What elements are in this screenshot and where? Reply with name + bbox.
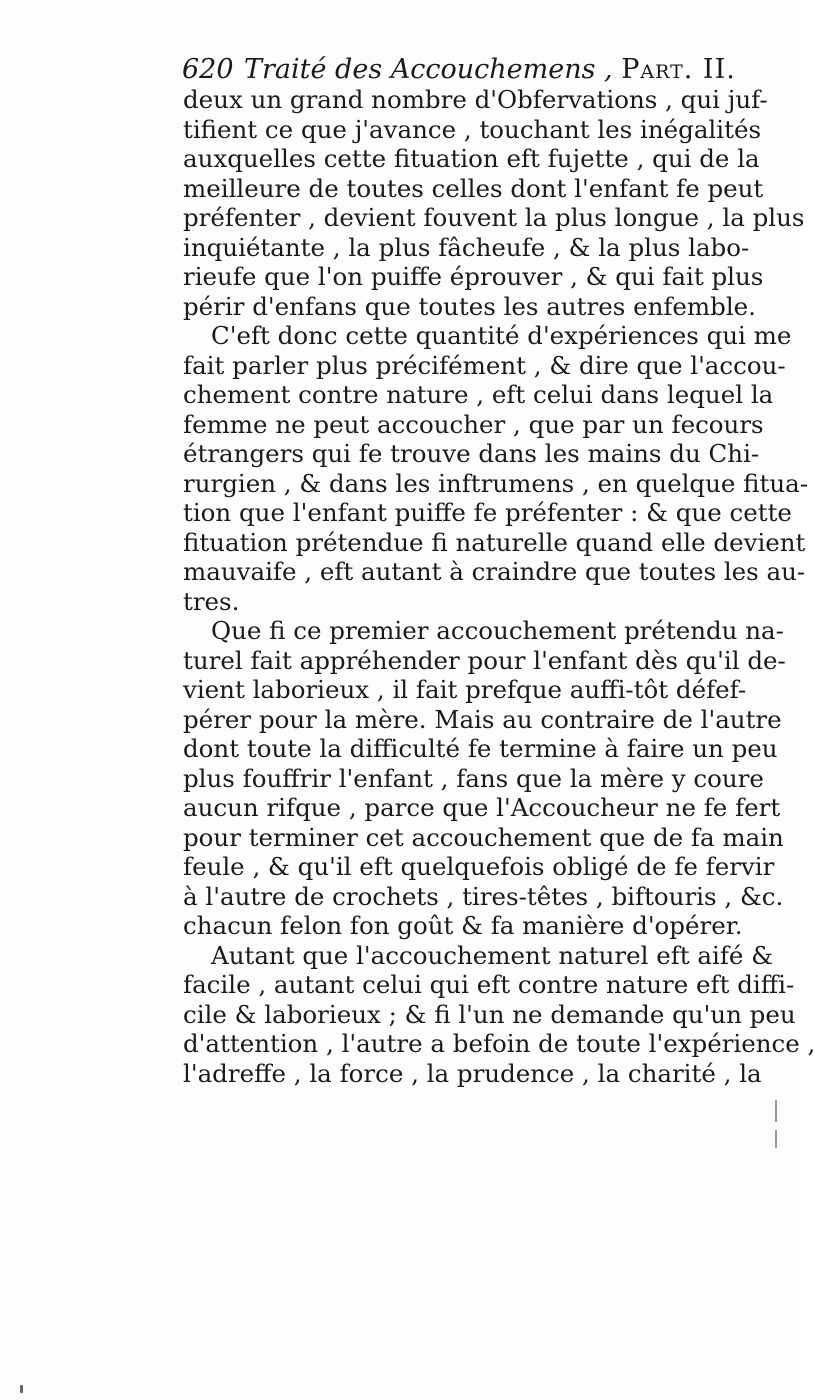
text-line: rieufe que l'on puiffe éprouver , & qui fait plus [183,262,764,291]
text-line: Autant que l'accouchement naturel eft aifé & [211,940,774,970]
text-line: deux un grand nombre d'Obfervations , qui juf- [183,85,768,114]
text-line: feule , & qu'il eft quelquefois obligé de fe fervir [183,852,775,881]
part-label: Part. II. [621,54,736,85]
text-line: vient laborieux , il fait prefque auffi-tôt défef- [183,675,747,704]
text-line: pour terminer cet accouchement que de fa main [183,822,784,852]
text-line: d'attention , l'autre a befoin de toute l'expérience , [183,1029,815,1058]
text-line: facile , autant celui qui eft contre nature eft diffi- [183,970,795,999]
text-line: mauvaife , eft autant à craindre que toutes les au- [183,557,806,586]
text-line: fait parler plus précifément , & dire que l'accou- [183,350,786,380]
text-line: chacun felon fon goût & fa manière d'opérer. [183,911,743,940]
text-line: dont toute la difficulté fe termine à faire un peu [183,734,778,763]
text-line: femme ne peut accoucher , que par un fecours [183,409,764,439]
text-line: l'adreffe , la force , la prudence , la charité , la [183,1058,762,1088]
text-line: préfenter , devient fouvent la plus longue , la plus [183,203,805,232]
text-line: auxquelles cette fituation eft fujette , qui de la [183,144,760,173]
text-line: rurgien , & dans les inftrumens , en quelque fitua- [183,468,809,498]
text-line: périr d'enfans que toutes les autres enfemble. [183,291,756,321]
page-number: 620 [182,54,234,85]
text-line: aucun rifque , parce que l'Accoucheur ne fe fert [183,793,781,822]
text-line: pérer pour la mère. Mais au contraire de l'autre [183,704,782,734]
body-text [183,85,815,1088]
text-line: plus fouffrir l'enfant , fans que la mère y coure [183,763,764,793]
text-line: C'eft donc cette quantité d'expériences qui me [211,321,792,350]
text-line: inquiétante , la plus fâcheufe , & la plus labo- [183,232,750,262]
text-line: fituation prétendue fi naturelle quand elle devient [183,527,806,557]
text-line: Que fi ce premier accouchement prétendu na- [211,616,784,645]
text-line: étrangers qui fe trouve dans les mains du Chi- [183,439,760,468]
text-line: cile & laborieux ; & fi l'un ne demande qu'un peu [183,999,796,1029]
text-line: à l'autre de crochets , tires-têtes , biftouris , &c. [183,881,784,911]
text-line: meilleure de toutes celles dont l'enfant fe peut [183,173,764,203]
text-line: chement contre nature , eft celui dans lequel la [183,380,774,409]
text-line: tion que l'enfant puiffe fe préfenter : & que cette [183,498,792,527]
text-line: tifient ce que j'avance , touchant les inégalités [183,114,762,144]
running-title: Traité des Accouchemens , [244,54,613,85]
margin-marks [775,1100,779,1160]
text-line: tres. [183,586,240,616]
ink-speck [20,1385,23,1393]
text-line: turel fait appréhender pour l'enfant dès qu'il de- [183,645,786,675]
running-head [182,50,742,90]
